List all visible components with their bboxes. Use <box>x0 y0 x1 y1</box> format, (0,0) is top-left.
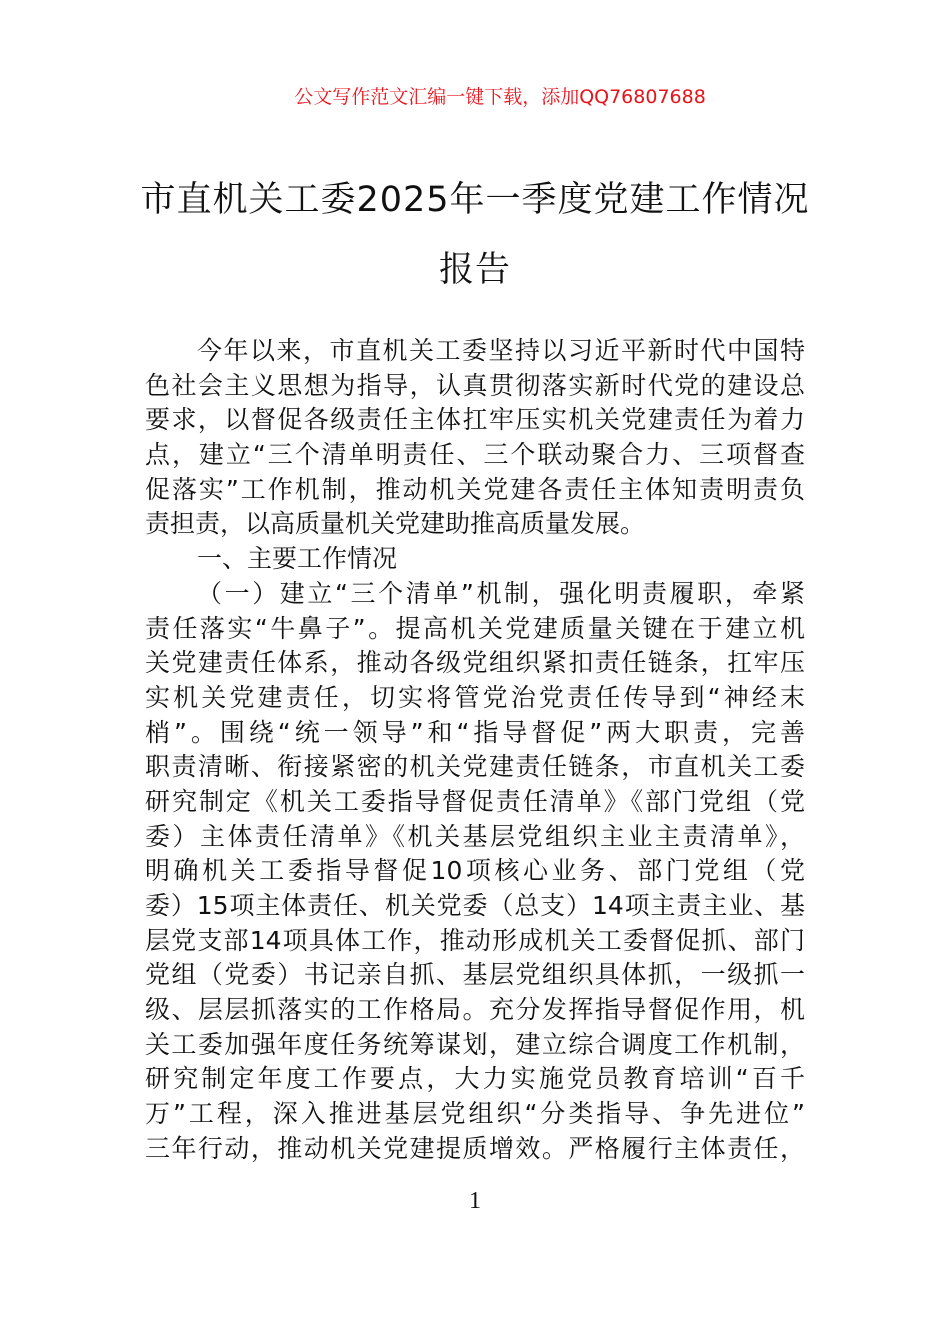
page-number: 1 <box>469 1188 481 1214</box>
text-line: 关工委加强年度任务统筹谋划，建立综合调度工作机制， <box>145 1029 805 1059</box>
text-line: 党组（党委）书记亲自抓、基层党组织具体抓，一级抓一 <box>145 960 805 990</box>
text-line: （一）建立“三个清单”机制，强化明责履职，牵紧 <box>197 578 805 608</box>
text-line: 实机关党建责任，切实将管党治党责任传导到“神经末 <box>145 682 805 712</box>
text-line: 梢”。围绕“统一领导”和“指导督促”两大职责，完善 <box>145 717 805 747</box>
text-line: 明确机关工委指导督促10项核心业务、部门党组（党 <box>145 856 805 886</box>
text-line: 一、主要工作情况 <box>197 544 398 574</box>
document-title-line-1: 市直机关工委2025年一季度党建工作情况 <box>140 180 810 220</box>
text-line: 责担责，以高质量机关党建助推高质量发展。 <box>145 509 646 539</box>
paragraph <box>145 577 805 1167</box>
text-line: 要求，以督促各级责任主体扛牢压实机关党建责任为着力 <box>145 405 805 435</box>
text-line: 责任落实“牛鼻子”。提高机关党建质量关键在于建立机 <box>145 613 805 643</box>
text-line: 万”工程，深入推进基层党组织“分类指导、争先进位” <box>145 1099 805 1129</box>
text-line: 委）主体责任清单》《机关基层党组织主业主责清单》， <box>145 821 805 851</box>
text-line: 色社会主义思想为指导，认真贯彻落实新时代党的建设总 <box>145 370 805 400</box>
text-line: 委）15项主体责任、机关党委（总支）14项主责主业、基 <box>145 891 805 920</box>
document-title-line-2: 报告 <box>438 250 511 290</box>
text-line: 今年以来，市直机关工委坚持以习近平新时代中国特 <box>197 336 805 365</box>
text-line: 三年行动，推动机关党建提质增效。严格履行主体责任， <box>145 1133 805 1163</box>
document-body <box>145 334 805 1167</box>
paragraph <box>145 542 805 577</box>
text-line: 层党支部14项具体工作，推动形成机关工委督促抓、部门 <box>145 925 805 955</box>
text-line: 研究制定《机关工委指导督促责任清单》《部门党组（党 <box>145 786 805 816</box>
paragraph <box>145 334 805 542</box>
text-line: 职责清晰、衔接紧密的机关党建责任链条，市直机关工委 <box>145 752 805 782</box>
text-line: 促落实”工作机制，推动机关党建各责任主体知责明责负 <box>145 474 805 504</box>
download-banner: 公文写作范文汇编一键下载，添加QQ76807688 <box>294 86 706 108</box>
text-line: 研究制定年度工作要点，大力实施党员教育培训“百千 <box>145 1064 805 1094</box>
text-line: 级、层层抓落实的工作格局。充分发挥指导督促作用，机 <box>145 995 805 1025</box>
text-line: 关党建责任体系，推动各级党组织紧扣责任链条，扛牢压 <box>145 648 805 678</box>
text-line: 点，建立“三个清单明责任、三个联动聚合力、三项督查 <box>145 440 805 470</box>
